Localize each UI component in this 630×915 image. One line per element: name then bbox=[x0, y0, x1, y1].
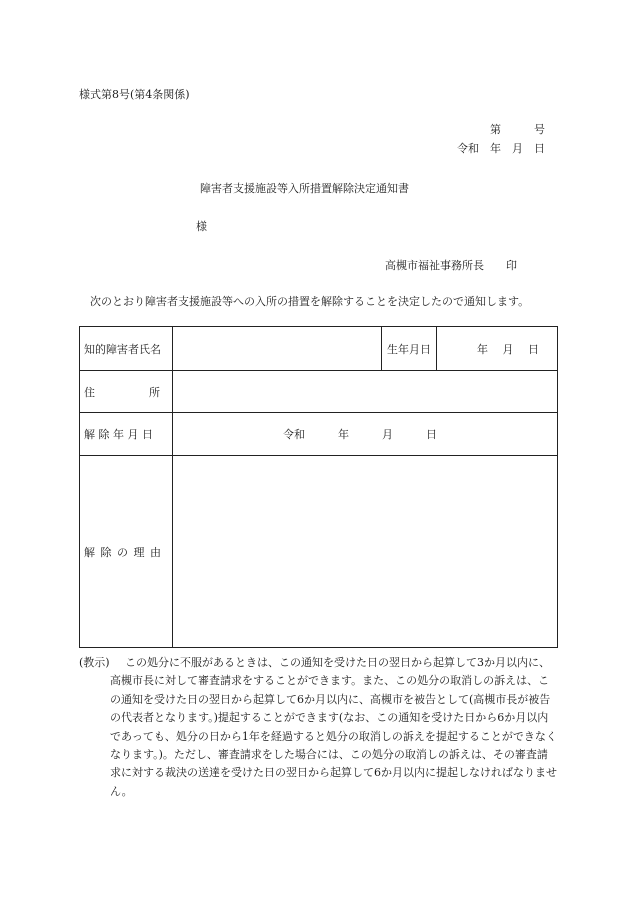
name-value-cell bbox=[173, 327, 382, 371]
form-number: 様式第8号(第4条関係) bbox=[79, 88, 190, 101]
name-label: 知的障害者氏名 bbox=[80, 327, 173, 371]
address-value-cell bbox=[173, 371, 558, 413]
document-number: 第 号 bbox=[490, 123, 545, 136]
document-title: 障害者支援施設等入所措置解除決定通知書 bbox=[200, 182, 409, 195]
table-row bbox=[80, 327, 558, 371]
intro-paragraph: 次のとおり障害者支援施設等への入所の措置を解除することを決定したので通知します。 bbox=[90, 295, 530, 308]
notes-heading: (教示) bbox=[79, 656, 110, 669]
release-date-value: 令和 年 月 日 bbox=[173, 413, 558, 456]
reason-label: 解除の理由 bbox=[80, 456, 173, 648]
birth-value: 年 月 日 bbox=[437, 327, 558, 371]
table-row bbox=[80, 456, 558, 648]
release-date-label: 解除年月日 bbox=[80, 413, 173, 456]
issuer-line: 高槻市福祉事務所長 印 bbox=[385, 259, 517, 272]
table-row bbox=[80, 371, 558, 413]
notes-body: この処分に不服があるときは、この通知を受けた日の翌日から起算して3か月以内に、高槻市長に対して審査請求をすることができます。また、この処分の取消しの訴えは、この通知を受けた日の翌日から起算して6か月以内に、高槻市を被告として(高槻市長が被告の代表者となります。)提起することができます(なお、この通知を受けた日から6か月以内であっても、処分の日から1年を経過すると処分の取消しの訴えを提起することができなくなります。)。ただし、審査請求をした場合には、この処分の取消しの訴えは、その審査請求に対する裁決の送達を受けた日の翌日から起算して6か月以内に提起しなければなりません。 bbox=[110, 656, 557, 798]
address-label-1: 住 bbox=[84, 385, 95, 399]
table-row bbox=[80, 413, 558, 456]
birth-label: 生年月日 bbox=[382, 327, 437, 371]
document-date: 令和 年 月 日 bbox=[457, 142, 545, 155]
reason-value-cell bbox=[173, 456, 558, 648]
recipient-honorific: 様 bbox=[196, 220, 207, 233]
info-table bbox=[79, 326, 558, 648]
address-label-cell bbox=[80, 371, 173, 413]
address-label-2: 所 bbox=[149, 385, 160, 399]
